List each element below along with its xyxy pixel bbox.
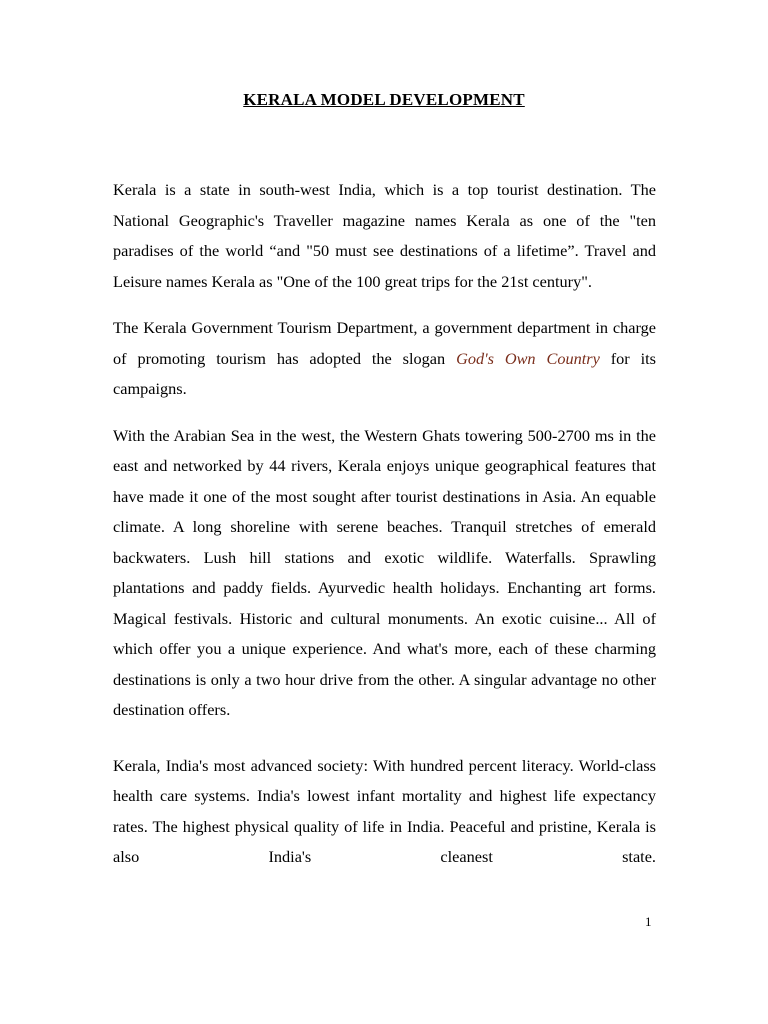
document-title: KERALA MODEL DEVELOPMENT — [243, 90, 525, 109]
paragraph-geography: With the Arabian Sea in the west, the Western Ghats towering 500-2700 ms in the east and networked by 44 rivers, Kerala enjoys unique geographical features that have made it one of the most sought after tourist destinations in Asia. An equable climate. A long shoreline with serene beaches. Tranquil stretches of emerald backwaters. Lush hill stations and exotic wildlife. Waterfalls. Sprawling plantations and paddy fields. Ayurvedic health holidays. Enchanting art forms. Magical festivals. Historic and cultural monuments. An exotic cuisine... All of which offer you a unique experience. And what's more, each of these charming destinations is only a two hour drive from the other. A singular advantage no other destination offers. — [113, 425, 656, 719]
paragraph-society: Kerala, India's most advanced society: With hundred percent literacy. World-class health care systems. India's lowest infant mortality and highest life expectancy rates. The highest physical quality of life in India. Peaceful and pristine, Kerala is also India's cleanest state. — [113, 755, 656, 866]
document-body — [113, 175, 656, 889]
paragraph-tourism-text-start: The Kerala Government Tourism Department, a government department in charge of promoting tourism has adopted the slogan — [113, 318, 656, 368]
paragraph-tourism-text-end: for its campaigns. — [113, 348, 657, 398]
paragraph-intro: Kerala is a state in south-west India, which is a top tourist destination. The National Geographic's Traveller magazine names Kerala as one of the "ten paradises of the world “and "50 must see destinations of a lifetime”. Travel and Leisure names Kerala as "One of the 100 great trips for the 21st century". — [113, 180, 656, 291]
slogan-text: God's Own Country — [456, 348, 600, 368]
paragraph-tourism-department — [113, 313, 656, 405]
page-number: 1 — [645, 914, 652, 929]
